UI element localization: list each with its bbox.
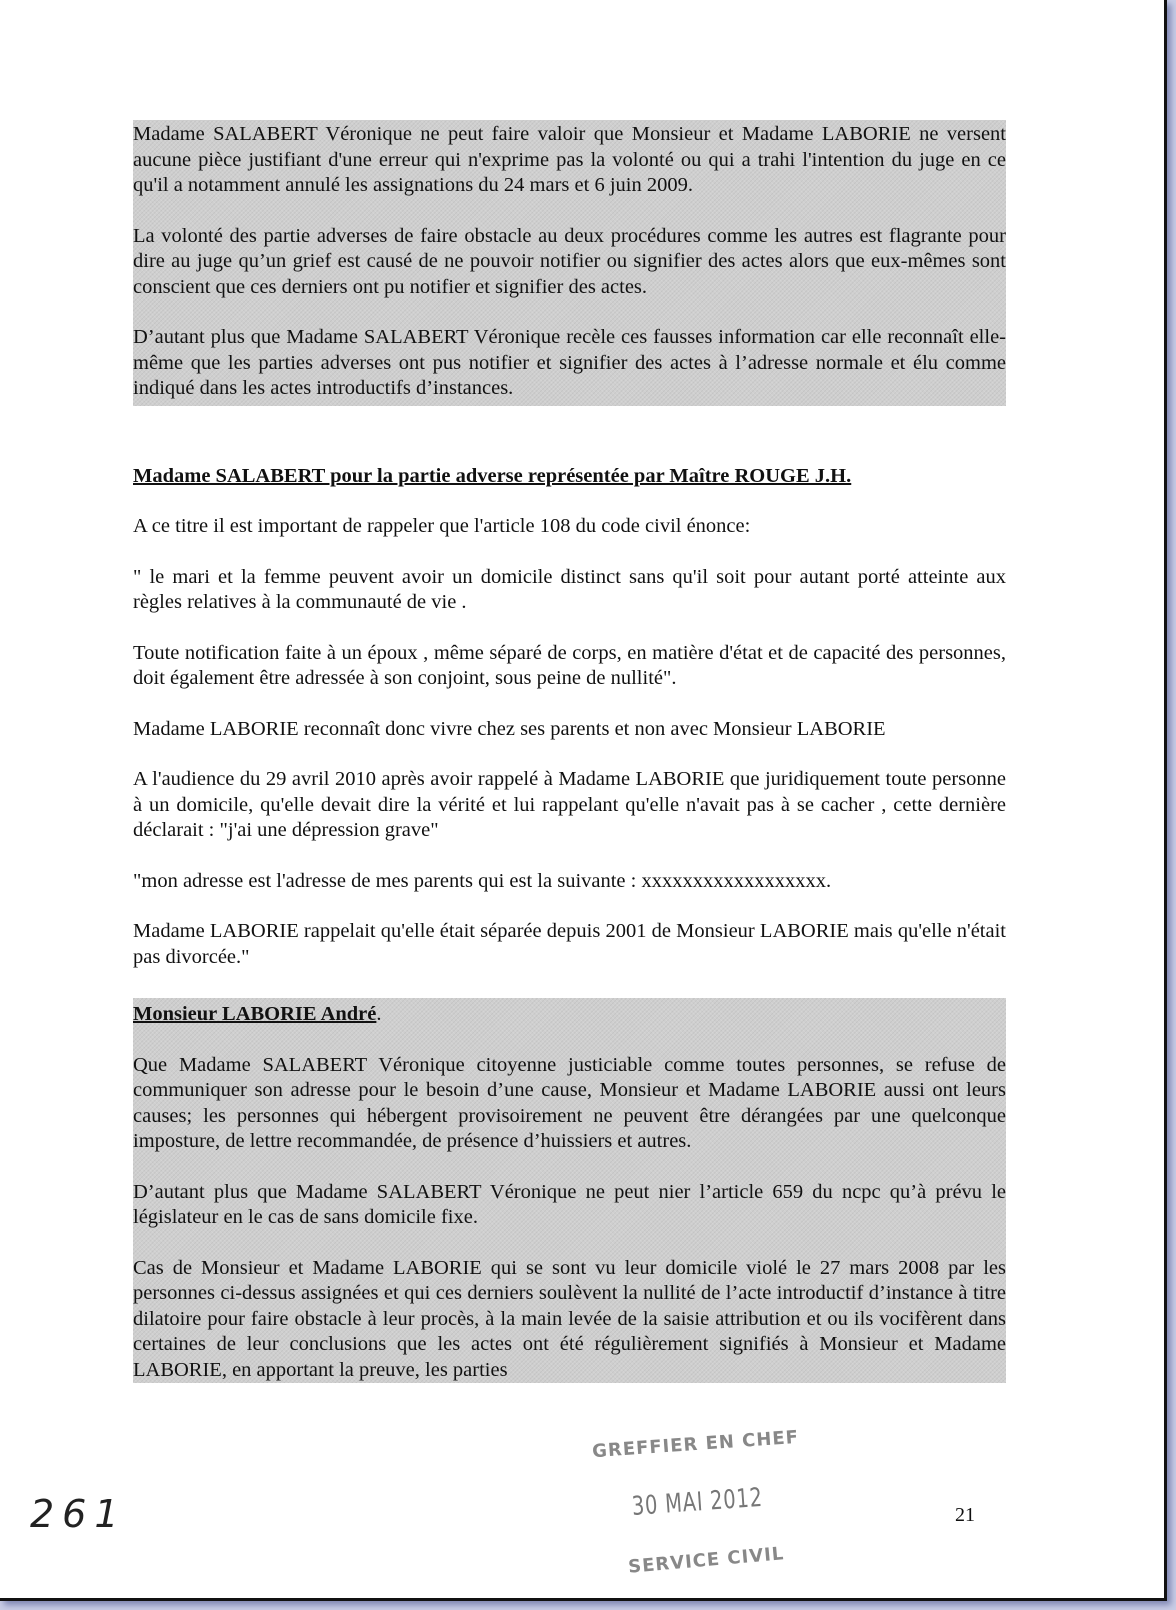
paragraph: La volonté des partie adverses de faire obstacle au deux procédures comme les autres est flagrante pour dire au juge qu’un grief est causé de ne pouvoir notifier ou signifier des actes alors que eux-mêmes sont conscient que ces derniers ont pu notifier et signifier des actes. <box>133 224 1006 298</box>
paragraph: Madame SALABERT Véronique ne peut faire valoir que Monsieur et Madame LABORIE ne versent aucune pièce justifiant d'une erreur qui n'exprime pas la volonté ou qui a trahi l'intention du juge en ce qu'il a notamment annulé les assignations du 24 mars et 6 juin 2009. <box>133 123 1006 196</box>
section-heading: Monsieur LABORIE André <box>133 1003 377 1025</box>
paragraph: Cas de Monsieur et Madame LABORIE qui se sont vu leur domicile violé le 27 mars 2008 par les personnes ci-dessus assignées et qui ces derniers soulèvent la nullité de l’acte introductif d’instance à titre dilatoire pour faire obstacle à leur procès, à la main levée de la saisie attribution et ou ils vocifèrent dans certaines de leur conclusions que les actes ont été régulièrement signifiés à Monsieur et Madame LABORIE, en apportant la preuve, les parties <box>133 1256 1006 1381</box>
document-body <box>133 120 1006 1383</box>
section-heading: Madame SALABERT pour la partie adverse représentée par Maître ROUGE J.H. <box>133 464 852 487</box>
highlighted-block-2 <box>133 998 1006 1383</box>
paragraph: Madame LABORIE rappelait qu'elle était séparée depuis 2001 de Monsieur LABORIE mais qu'elle n'était pas divorcée." <box>133 920 1006 968</box>
stamp-date: 30 MAI 2012 <box>630 1482 764 1522</box>
paragraph: Que Madame SALABERT Véronique citoyenne justiciable comme toutes personnes, se refuse de communiquer son adresse pour le besoin d’une cause, Monsieur et Madame LABORIE aussi ont leurs causes; les personnes qui hébergent provisoirement ne peuvent être dérangées par une quelconque imposture, de lettre recommandée, de présence d’huissiers et autres. <box>133 1053 1006 1152</box>
paragraph: " le mari et la femme peuvent avoir un domicile distinct sans qu'il soit pour autant porté atteinte aux règles relatives à la communauté de vie . <box>133 565 1006 613</box>
paragraph: A l'audience du 29 avril 2010 après avoir rappelé à Madame LABORIE que juridiquement toute personne à un domicile, qu'elle devait dire la vérité et lui rappelant qu'elle n'avait pas à se cacher , cette dernière déclarait : "j'ai une dépression grave" <box>133 768 1006 841</box>
handwritten-page-number: 261 <box>30 1492 127 1536</box>
paragraph: Madame LABORIE reconnaît donc vivre chez ses parents et non avec Monsieur LABORIE <box>133 717 886 740</box>
paragraph: Toute notification faite à un époux , même séparé de corps, en matière d'état et de capacité des personnes, doit également être adressée à son conjoint, sous peine de nullité". <box>133 641 1006 689</box>
highlighted-block-1 <box>133 120 1006 406</box>
page-number: 21 <box>955 1504 975 1526</box>
stamp-service: SERVICE CIVIL <box>627 1543 786 1578</box>
stamp-greffier: GREFFIER EN CHEF <box>591 1426 800 1463</box>
heading-suffix: . <box>376 1003 382 1025</box>
paragraph: "mon adresse est l'adresse de mes parents qui est la suivante : xxxxxxxxxxxxxxxxxx. <box>133 869 832 892</box>
paragraph: A ce titre il est important de rappeler que l'article 108 du code civil énonce: <box>133 515 751 537</box>
paragraph: D’autant plus que Madame SALABERT Véronique ne peut nier l’article 659 du ncpc qu’à prévu le législateur en le cas de sans domicile fixe. <box>133 1180 1006 1228</box>
paragraph: D’autant plus que Madame SALABERT Véronique recèle ces fausses information car elle reconnaît elle-même que les parties adverses ont pus notifier et signifier des actes à l’adresse normale et élu comme indiqué dans les actes introductifs d’instances. <box>133 326 1006 399</box>
section-salabert <box>133 464 1006 971</box>
section-heading-line <box>133 1002 1006 1028</box>
